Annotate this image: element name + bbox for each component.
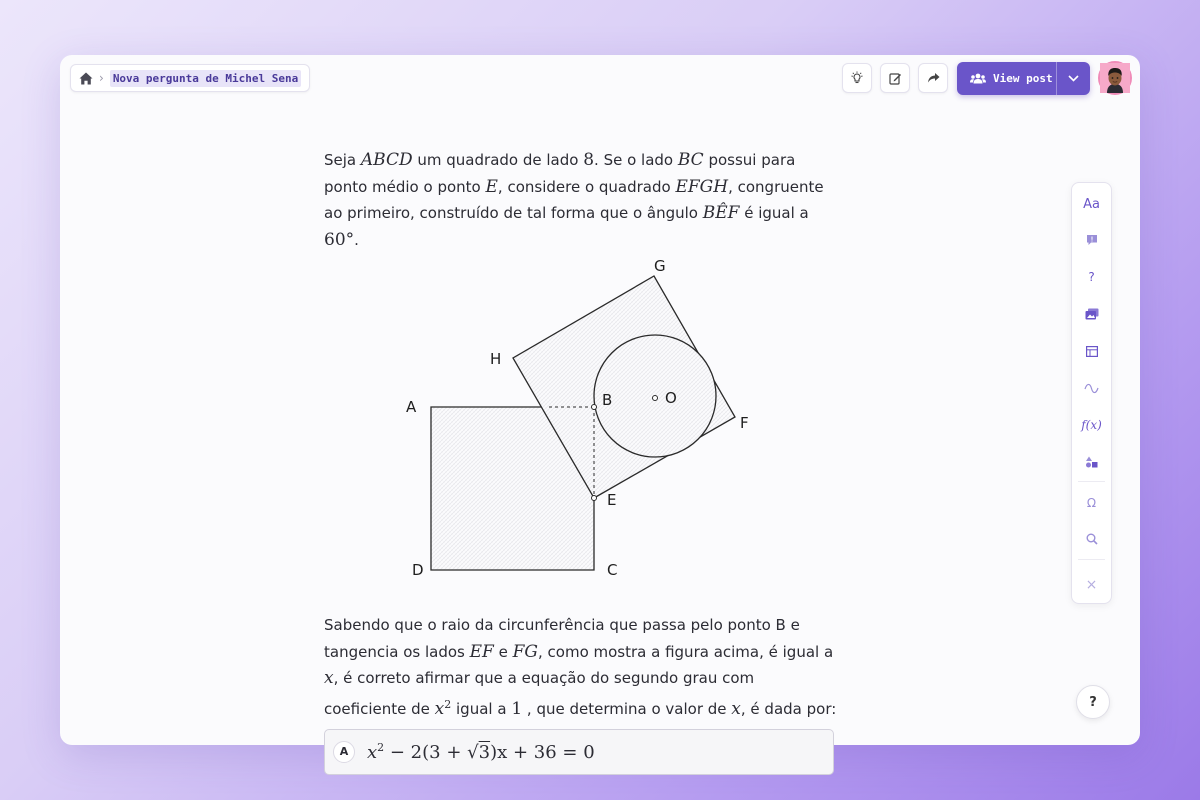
geometry-svg	[324, 256, 839, 612]
lightbulb-button[interactable]	[842, 63, 872, 93]
label-D: D	[412, 560, 424, 579]
share-arrow-icon	[927, 72, 940, 84]
point-O	[653, 395, 658, 400]
math: BÊF	[702, 203, 740, 224]
label-O: O	[665, 388, 677, 407]
app-window	[60, 55, 1140, 763]
option-formula: $x^2 - 2(3 + √3)x + 36 = 0$	[367, 740, 595, 763]
text: , é correto afirmar que a equação do segundo grau com coeficiente de	[324, 669, 755, 718]
math: )x + 36 = 0	[490, 741, 595, 763]
table-button[interactable]	[1072, 338, 1111, 364]
chevron-right-icon: ›	[99, 71, 104, 85]
lightbulb-icon	[850, 71, 864, 85]
images-icon	[1085, 308, 1099, 320]
function-icon: f(x)	[1081, 418, 1102, 432]
label-E: E	[607, 490, 617, 509]
view-post-main[interactable]	[957, 62, 1056, 95]
label-A: A	[406, 397, 417, 416]
math: − 2(3 +	[384, 741, 468, 763]
home-icon[interactable]	[79, 72, 93, 85]
edit-icon	[889, 72, 902, 85]
text-style-icon: Aa	[1083, 196, 1100, 212]
user-avatar-icon	[1100, 63, 1130, 93]
math: x	[367, 741, 378, 763]
answer-option-a[interactable]	[324, 729, 834, 775]
math: E	[485, 176, 498, 197]
search-icon	[1086, 533, 1098, 545]
edit-button[interactable]	[880, 63, 910, 93]
text-style-button[interactable]	[1072, 191, 1111, 217]
share-button[interactable]	[918, 63, 948, 93]
math: EF	[469, 641, 494, 662]
math: x	[731, 698, 741, 719]
close-icon: ×	[1085, 577, 1098, 593]
image-button[interactable]	[1072, 301, 1111, 327]
page-title[interactable]: Nova pergunta de Michel Sena	[110, 70, 301, 87]
text: um quadrado de lado	[412, 151, 584, 169]
view-post-dropdown[interactable]	[1057, 62, 1090, 95]
table-icon	[1086, 346, 1098, 357]
math: 3	[478, 741, 491, 763]
text: .	[354, 231, 359, 250]
function-button[interactable]	[1072, 412, 1111, 438]
users-icon	[970, 73, 986, 84]
question-content	[324, 147, 839, 775]
math: FG	[512, 641, 538, 662]
question-mark-icon: ?	[1088, 270, 1095, 284]
view-post-button[interactable]	[957, 62, 1090, 95]
sidebar-divider	[1078, 481, 1105, 482]
text: , congruente ao primeiro, construído de tal forma que o ângulo	[324, 177, 824, 223]
text: Seja	[324, 151, 361, 169]
sine-wave-icon	[1084, 384, 1099, 393]
comment-alert-icon	[1086, 234, 1098, 246]
math: EFGH	[675, 176, 729, 197]
label-B: B	[602, 390, 613, 409]
text: , é dada por:	[740, 699, 837, 718]
point-E	[592, 495, 597, 500]
sidebar-divider	[1078, 559, 1105, 560]
formatting-sidebar	[1071, 182, 1112, 604]
label-H: H	[490, 349, 502, 368]
label-G: G	[654, 256, 666, 275]
chevron-down-icon	[1068, 75, 1079, 82]
math: 60°	[324, 230, 355, 251]
text: igual a	[451, 699, 512, 718]
comment-button[interactable]	[1072, 227, 1111, 253]
math-exponent: 2	[444, 697, 452, 711]
text: , como mostra a figura acima, é igual a	[538, 642, 834, 661]
math-exponent: 2	[377, 740, 385, 754]
math: BC	[677, 150, 704, 170]
symbol-button[interactable]	[1072, 490, 1111, 516]
text: . Se o lado	[594, 151, 678, 169]
option-letter: A	[333, 741, 355, 763]
view-post-label: View post	[993, 72, 1053, 85]
omega-icon: Ω	[1086, 496, 1097, 510]
point-B	[592, 404, 597, 409]
search-button[interactable]	[1072, 526, 1111, 552]
math: x	[434, 698, 445, 719]
avatar[interactable]	[1098, 61, 1132, 95]
breadcrumb	[70, 64, 310, 92]
text: e	[493, 642, 513, 661]
shapes-button[interactable]	[1072, 449, 1111, 475]
math: 1	[511, 698, 523, 719]
math: 8	[583, 150, 595, 170]
text: possui para ponto médio o ponto	[324, 151, 796, 196]
label-F: F	[740, 413, 749, 432]
geometry-figure	[324, 256, 839, 612]
text: , que determina o valor de	[522, 699, 732, 718]
text: Sabendo que o raio da circunferência que passa pelo ponto B e tangencia os lados	[324, 615, 800, 661]
question-mark-icon: ?	[1089, 694, 1097, 710]
help-button[interactable]	[1072, 264, 1111, 290]
shapes-icon	[1085, 456, 1098, 468]
label-C: C	[607, 560, 618, 579]
close-sidebar-button[interactable]	[1072, 572, 1111, 598]
math: ABCD	[360, 150, 413, 170]
math: x	[324, 668, 334, 689]
text: é igual a	[739, 204, 809, 223]
help-corner-button[interactable]	[1076, 685, 1110, 719]
question-paragraph-1	[324, 147, 839, 254]
text: , considere o quadrado	[497, 177, 676, 196]
wave-button[interactable]	[1072, 375, 1111, 401]
question-paragraph-2	[324, 612, 839, 723]
